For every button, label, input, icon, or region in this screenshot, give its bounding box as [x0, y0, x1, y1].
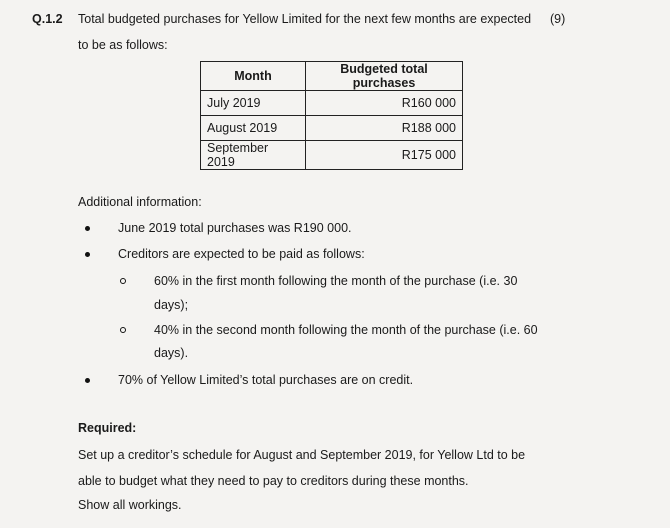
sub-bullet-60-percent: 60% in the first month following the month of the purchase (i.e. 30: [154, 274, 518, 288]
bullet-creditors-payment: Creditors are expected to be paid as follows:: [118, 247, 365, 261]
sub-bullet-60-percent-cont: days);: [154, 298, 189, 312]
sub-bullet-icon: [120, 278, 126, 284]
table-header-month: Month: [201, 62, 306, 91]
bullet-credit-percent: 70% of Yellow Limited’s total purchases are on credit.: [118, 373, 414, 387]
table-cell-value: R188 000: [306, 116, 463, 141]
sub-bullet-icon: [120, 327, 126, 333]
sub-bullet-40-percent: 40% in the second month following the month of the purchase (i.e. 60: [154, 323, 538, 337]
budget-table: [200, 61, 463, 170]
table-cell-month: September 2019: [201, 141, 306, 170]
table-header-row: [201, 62, 463, 91]
table-cell-value: R160 000: [306, 91, 463, 116]
question-number: Q.1.2: [32, 12, 63, 26]
table-row: [201, 116, 463, 141]
additional-info-heading: Additional information:: [78, 195, 202, 209]
sub-bullet-40-percent-cont: days).: [154, 346, 189, 360]
question-intro-line1: Total budgeted purchases for Yellow Limited for the next few months are expected: [78, 12, 532, 26]
question-marks: (9): [550, 12, 566, 26]
bullet-june-purchases: June 2019 total purchases was R190 000.: [118, 221, 352, 235]
table-cell-month: August 2019: [201, 116, 306, 141]
required-line1: Set up a creditor’s schedule for August and September 2019, for Yellow Ltd to be: [78, 448, 526, 462]
table-cell-month: July 2019: [201, 91, 306, 116]
bullet-icon: [85, 226, 90, 231]
required-line3: Show all workings.: [78, 498, 182, 512]
table-row: [201, 141, 463, 170]
bullet-icon: [85, 378, 90, 383]
table-header-purchases: Budgeted total purchases: [306, 62, 463, 91]
required-heading: Required:: [78, 421, 137, 435]
question-intro-line2: to be as follows:: [78, 38, 168, 52]
bullet-icon: [85, 252, 90, 257]
table-cell-value: R175 000: [306, 141, 463, 170]
table-row: [201, 91, 463, 116]
required-line2: able to budget what they need to pay to creditors during these months.: [78, 474, 469, 488]
